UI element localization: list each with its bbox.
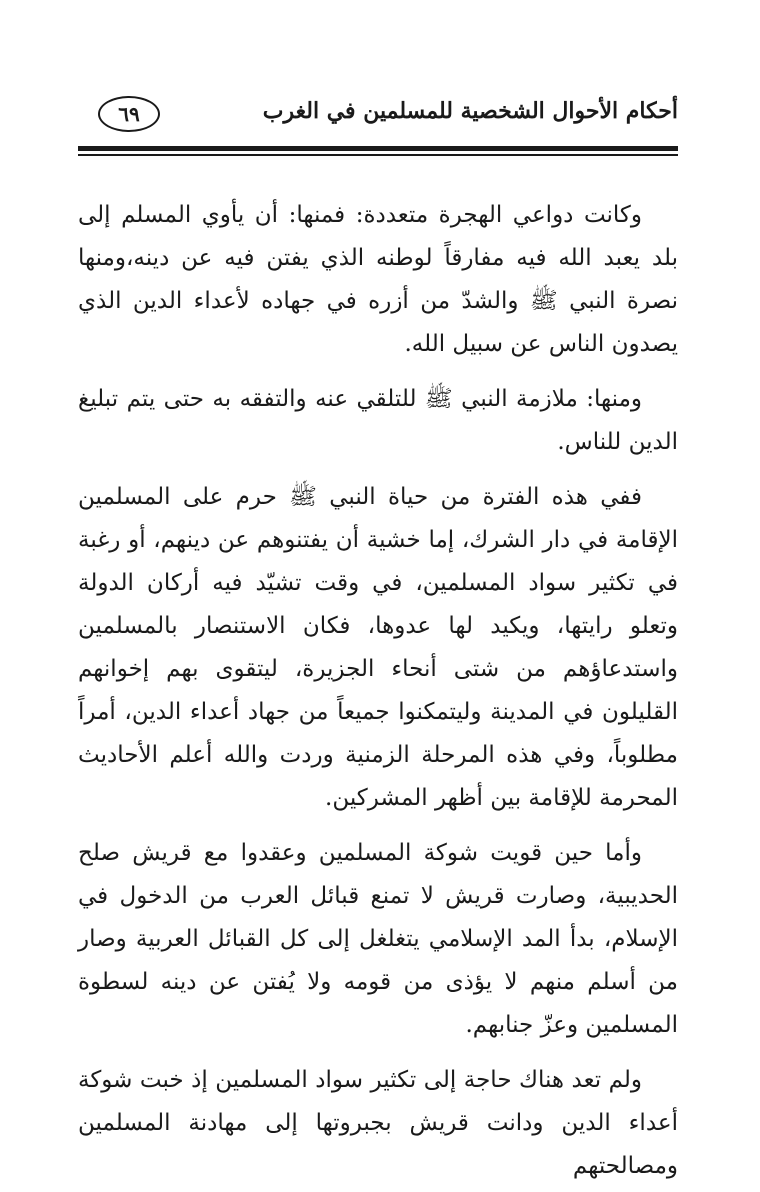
body-text	[78, 194, 678, 1188]
page-header	[78, 96, 678, 144]
running-title: أحكام الأحوال الشخصية للمسلمين في الغرب	[262, 98, 678, 124]
header-rule-thin	[78, 154, 678, 156]
paragraph: وأما حين قويت شوكة المسلمين وعقدوا مع قريش صلح الحديبية، وصارت قريش لا تمنع قبائل العرب من الدخول في الإسلام، بدأ المد الإسلامي يتغلغل إلى كل القبائل العربية وصار من أسلم منهم لا يؤذى من قومه ولا يُفتن عن دينه لسطوة المسلمين وعزّ جنابهم.	[78, 840, 678, 1038]
paragraph: وكانت دواعي الهجرة متعددة: فمنها: أن يأوي المسلم إلى بلد يعبد الله فيه مفارقاً لوطنه الذي يفتن فيه عن دينه،ومنها نصرة النبي ﷺ والشدّ من أزره في جهاده لأعداء الدين الذي يصدون الناس عن سبيل الله.	[78, 202, 678, 357]
header-rule-thick	[78, 146, 678, 151]
page-number: ٦٩	[98, 96, 160, 132]
paragraph: ولم تعد هناك حاجة إلى تكثير سواد المسلمين إذ خبت شوكة أعداء الدين ودانت قريش بجبروتها إلى مهادنة المسلمين ومصالحتهم	[78, 1067, 678, 1179]
paragraph: ففي هذه الفترة من حياة النبي ﷺ حرم على المسلمين الإقامة في دار الشرك، إما خشية أن يفتنوهم عن دينهم، أو رغبة في تكثير سواد المسلمين، في وقت تشيّد فيه أركان الدولة وتعلو رايتها، ويكيد لها عدوها، فكان الاستنصار بالمسلمين واستدعاؤهم من شتى أنحاء الجزيرة، ليتقوى بهم إخوانهم القليلون في المدينة وليتمكنوا جميعاً من جهاد أعداء الدين، أمراً مطلوباً، وفي هذه المرحلة الزمنية وردت والله أعلم الأحاديث المحرمة للإقامة بين أظهر المشركين.	[78, 484, 678, 811]
paragraph: ومنها: ملازمة النبي ﷺ للتلقي عنه والتفقه به حتى يتم تبليغ الدين للناس.	[78, 386, 678, 455]
